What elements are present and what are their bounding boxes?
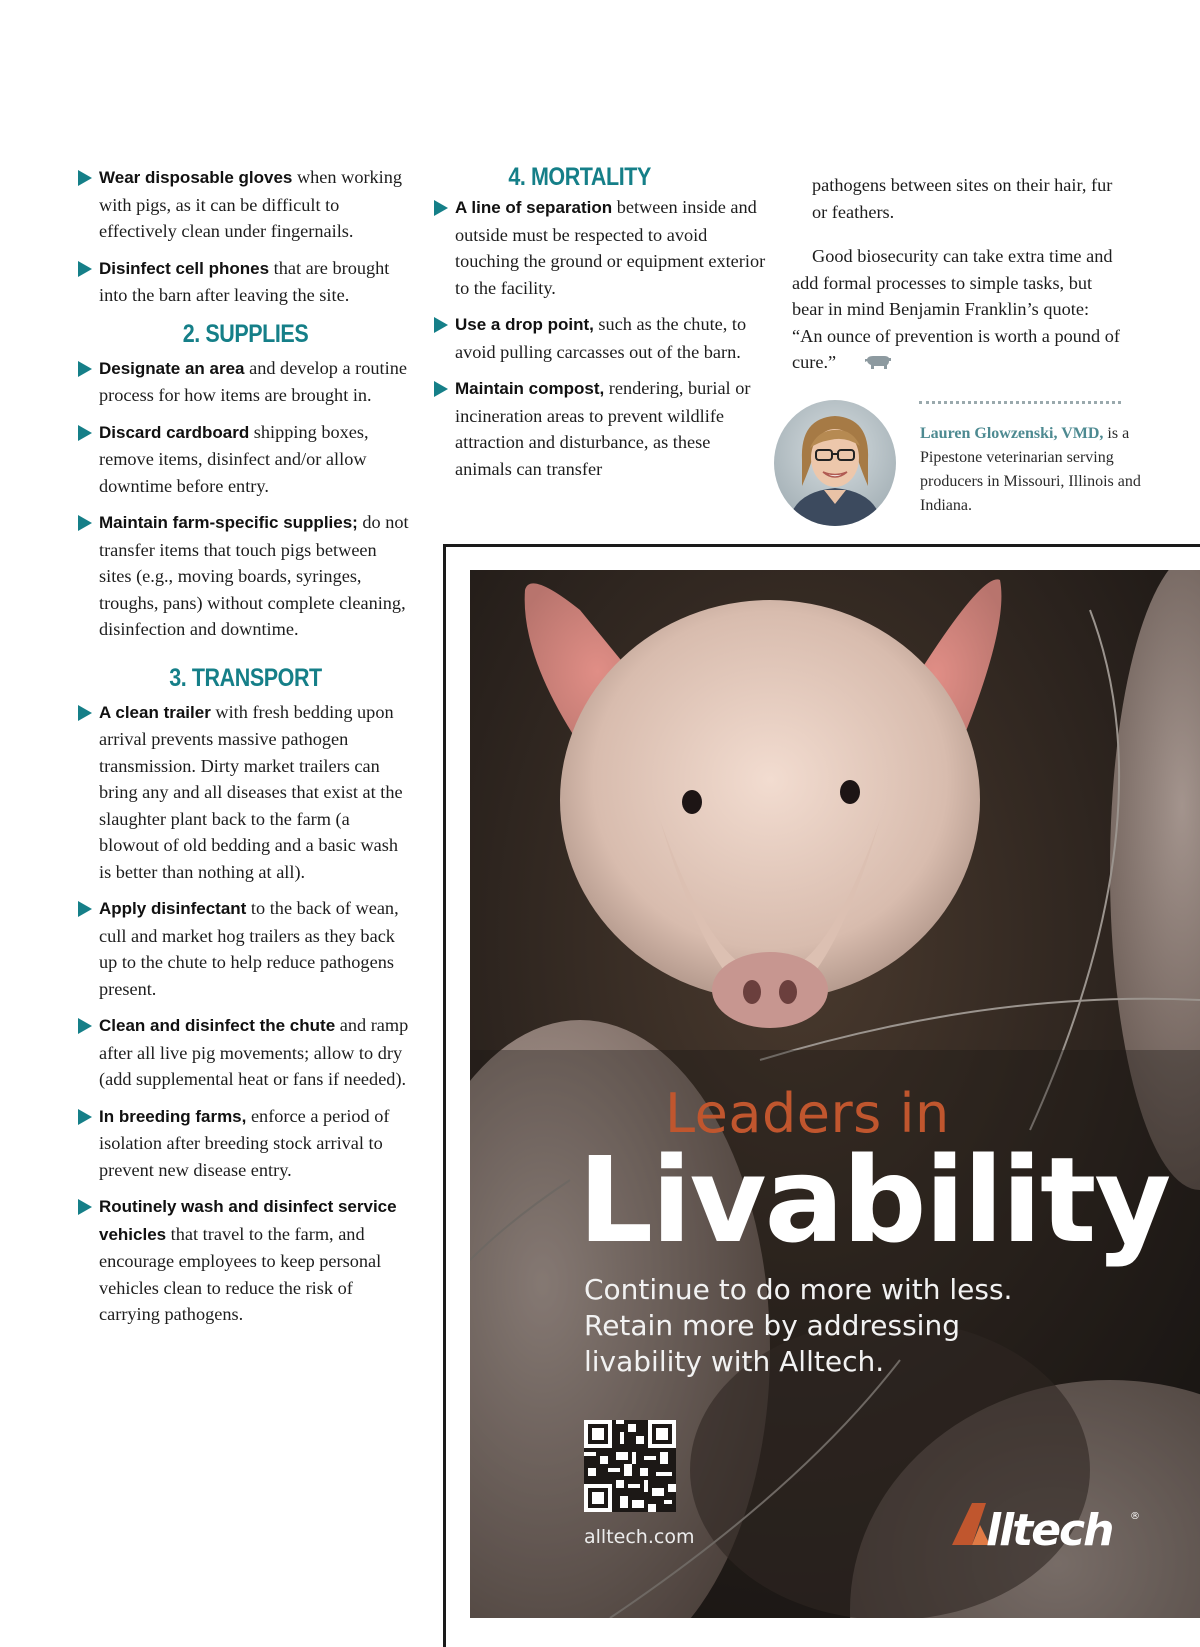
bullet-text: to the back of wean, cull and market hog trailers as they back up to the chute to help reduce pathogens present. bbox=[99, 898, 399, 999]
bullet-list-mortality bbox=[434, 194, 769, 482]
author-divider bbox=[919, 401, 1121, 404]
bullet-item bbox=[434, 194, 769, 301]
closing-text: Good biosecurity can take extra time and add formal processes to simple tasks, but bear in mind Benjamin Franklin’s quote: “An ounce of prevention is worth a pound of cure.” bbox=[792, 246, 1120, 372]
bullet-item bbox=[78, 419, 413, 500]
closing-paragraph bbox=[792, 243, 1122, 379]
ad-tagline bbox=[584, 1272, 1144, 1380]
triangle-bullet-icon bbox=[78, 261, 92, 277]
triangle-bullet-icon bbox=[434, 381, 448, 397]
section-heading-mortality: 4. MORTALITY bbox=[508, 163, 651, 191]
alltech-logo-icon bbox=[950, 1495, 1150, 1555]
ad-url[interactable]: alltech.com bbox=[584, 1526, 695, 1548]
author-avatar bbox=[774, 400, 896, 526]
triangle-bullet-icon bbox=[78, 361, 92, 377]
bullet-text: when working with pigs, as it can be difficult to effectively clean under fingernails. bbox=[99, 167, 403, 241]
ad-headline-small: Leaders in bbox=[665, 1082, 950, 1145]
author-name: Lauren Glowzenski, VMD, bbox=[920, 425, 1104, 442]
bullet-list-transport bbox=[78, 699, 413, 1328]
bullet-text: rendering, burial or incineration areas to prevent wildlife attraction and disturbance, as these animals can transfer bbox=[455, 378, 751, 479]
triangle-bullet-icon bbox=[78, 1018, 92, 1034]
triangle-bullet-icon bbox=[78, 1199, 92, 1215]
triangle-bullet-icon bbox=[434, 200, 448, 216]
bullet-lead: Disinfect cell phones bbox=[99, 258, 270, 278]
bullet-item bbox=[434, 311, 769, 365]
bullet-lead: Discard cardboard bbox=[99, 422, 250, 442]
bullet-lead: Maintain compost, bbox=[455, 379, 605, 398]
bullet-lead: Use a drop point, bbox=[455, 315, 594, 334]
bullet-lead: Designate an area bbox=[99, 358, 245, 378]
triangle-bullet-icon bbox=[78, 425, 92, 441]
alltech-advertisement bbox=[470, 570, 1200, 1618]
ad-tagline-line: livability with Alltech. bbox=[584, 1345, 885, 1378]
bullet-item bbox=[78, 1012, 413, 1093]
bullet-lead: Routinely wash and disinfect service vehicles bbox=[99, 1197, 397, 1244]
triangle-bullet-icon bbox=[78, 1109, 92, 1125]
section-heading-transport: 3. TRANSPORT bbox=[169, 663, 322, 692]
bullet-text: and develop a routine process for how items are brought in. bbox=[99, 357, 407, 405]
svg-text:lltech: lltech bbox=[986, 1505, 1113, 1555]
bullet-item bbox=[78, 895, 413, 1002]
ad-headline-big: Livability bbox=[578, 1131, 1170, 1269]
bullet-text: and ramp after all live pig movements; allow to dry (add supplemental heat or fans if needed). bbox=[99, 1015, 409, 1089]
svg-text:®: ® bbox=[1130, 1511, 1140, 1522]
bullet-item bbox=[78, 509, 413, 643]
bullet-text: with fresh bedding upon arrival prevents massive pathogen transmission. Dirty market trailers can bring any and all diseases that exist at the slaughter plant back to the farm (a blowout of old bedding and a basic wash is better than nothing at all). bbox=[99, 701, 403, 882]
bullet-text: do not transfer items that touch pigs between sites (e.g., moving boards, syringes, troughs, pans) without complete cleaning, disinfection and downtime. bbox=[99, 512, 409, 639]
bullet-item bbox=[78, 355, 413, 409]
bullet-text: shipping boxes, remove items, disinfect and/or allow downtime before entry. bbox=[99, 421, 369, 496]
continuation-text: pathogens between sites on their hair, fur or feathers. bbox=[812, 175, 1113, 222]
middle-column bbox=[434, 162, 769, 492]
bullet-lead: Apply disinfectant bbox=[99, 899, 247, 918]
qr-code-icon[interactable] bbox=[584, 1420, 676, 1512]
triangle-bullet-icon bbox=[78, 705, 92, 721]
bullet-item bbox=[78, 699, 413, 886]
bullet-lead: A clean trailer bbox=[99, 702, 211, 722]
bullet-list-supplies bbox=[78, 355, 413, 643]
bullet-lead: Maintain farm-specific supplies; bbox=[99, 513, 358, 532]
bullet-item bbox=[78, 1103, 413, 1184]
left-column bbox=[78, 164, 413, 1338]
bullet-lead: In breeding farms, bbox=[99, 1106, 247, 1126]
bullet-item bbox=[434, 375, 769, 482]
bullet-text: that travel to the farm, and encourage employees to keep personal vehicles clean to reduce the risk of carrying pathogens. bbox=[99, 1223, 382, 1324]
ad-tagline-line: Retain more by addressing bbox=[584, 1309, 960, 1342]
triangle-bullet-icon bbox=[78, 901, 92, 917]
bullet-lead: Clean and disinfect the chute bbox=[99, 1016, 336, 1035]
bullet-item bbox=[78, 1193, 413, 1328]
bullet-item bbox=[78, 255, 413, 309]
bullet-text: that are brought into the barn after leaving the site. bbox=[99, 257, 390, 305]
bullet-text: enforce a period of isolation after breeding stock arrival to prevent new disease entry. bbox=[99, 1105, 390, 1180]
bullet-lead: Wear disposable gloves bbox=[99, 168, 293, 187]
bullet-lead: A line of separation bbox=[455, 198, 613, 217]
triangle-bullet-icon bbox=[78, 515, 92, 531]
bullet-item bbox=[78, 164, 413, 245]
author-bio-text: is a Pipestone veterinarian serving producers in Missouri, Illinois and Indiana. bbox=[920, 425, 1141, 514]
section-heading-supplies: 2. SUPPLIES bbox=[182, 319, 309, 348]
bullet-list-intro bbox=[78, 164, 413, 309]
triangle-bullet-icon bbox=[434, 317, 448, 333]
ad-tagline-line: Continue to do more with less. bbox=[584, 1273, 1013, 1306]
author-bio bbox=[920, 422, 1160, 518]
triangle-bullet-icon bbox=[78, 170, 92, 186]
right-column bbox=[792, 172, 1122, 379]
bullet-text: such as the chute, to avoid pulling carcasses out of the barn. bbox=[455, 314, 747, 362]
pig-silhouette-icon bbox=[844, 352, 892, 379]
bullet-text: between inside and outside must be respected to avoid touching the ground or equipment exterior to the facility. bbox=[455, 197, 766, 298]
